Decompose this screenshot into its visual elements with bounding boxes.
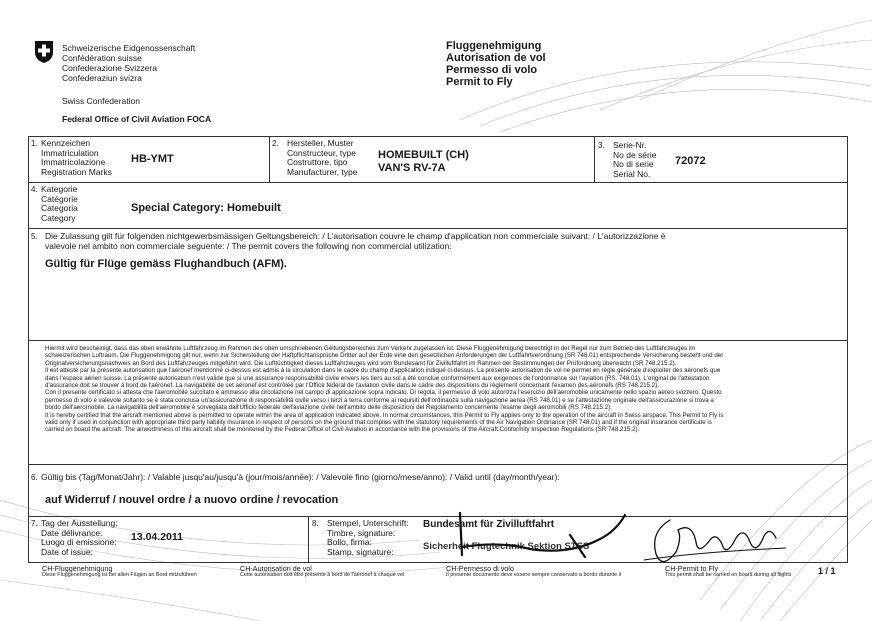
- box8-labels: [327, 519, 409, 557]
- confederation-line: Confederazione Svizzera: [62, 63, 157, 73]
- legal-line: schweizerischen Luftraum. Die Fluggenehmigung gilt nur, wenn zur Sicherstellung der Haftpflichtansprüche Dritter auf der Erde eine den gesetzlichen Anforderungen der Luftfahrtverordnung (SR 748.01) entsprechende Versicherung besteht und der: [45, 352, 724, 360]
- box6-number: 6.: [31, 473, 38, 482]
- box1-labels: [41, 139, 112, 177]
- box1-label: Immatricolazione: [41, 157, 106, 168]
- footer-en-title: CH-Permit to Fly: [665, 564, 719, 573]
- rule: [28, 464, 848, 465]
- box2-label: Costruttore, tipo: [287, 157, 348, 168]
- box7-label: Luogo di emissione:: [41, 537, 117, 548]
- stamp-line-2: Sicherheit Flugtechnik Sektion STSS: [423, 541, 590, 552]
- box7-labels: [41, 519, 118, 557]
- box7-label: Date of issue:: [41, 546, 93, 557]
- box7-number: 7.: [31, 519, 38, 528]
- footer-en-text: This permit shall be carried on board during all flights: [665, 572, 792, 578]
- box2-label: Constructeur, type: [287, 147, 356, 158]
- box3-label: No de série: [613, 149, 657, 160]
- box3-labels: [613, 141, 656, 179]
- utilization-value: Gültig für Flüge gemäss Flughandbuch (AFM).: [45, 258, 287, 270]
- box2-number: 2.: [272, 139, 279, 148]
- serial-number: 72072: [675, 155, 706, 167]
- swiss-confederation-label: Swiss Confederation: [62, 96, 140, 106]
- box3-number: 3.: [598, 141, 605, 150]
- box8-number: 8.: [312, 519, 319, 528]
- rule: [847, 136, 848, 562]
- footer-de-text: Diese Fluggenehmigung ist bei allen Flügen an Bord mitzuführen: [42, 572, 197, 578]
- title-line: Permesso di volo: [446, 64, 538, 76]
- rule: [269, 136, 270, 182]
- office-name: Federal Office of Civil Aviation FOCA: [62, 114, 212, 124]
- box3-label: No di serie: [613, 159, 654, 170]
- registration-mark: HB-YMT: [131, 153, 174, 165]
- confederation-block: [62, 43, 195, 83]
- stamp-line-1: Bundesamt für Zivilluftfahrt: [423, 519, 555, 530]
- confederation-line: Confederaziun svizra: [62, 73, 142, 83]
- category-value: Special Category: Homebuilt: [131, 202, 281, 214]
- box2-label: Manufacturer, type: [287, 166, 358, 177]
- rule: [28, 182, 848, 183]
- box3-label: Serial No.: [613, 168, 651, 179]
- box6-label: Gültig bis (Tag/Monat/Jahr): / Valable jusqu'au/jusqu'à (jour/mois/année): / Valevole fino (giorno/mese/anno): / Valid until (day/month/year):: [41, 472, 560, 482]
- box2-labels: [287, 139, 357, 177]
- box1-label: Immatriculation: [41, 147, 99, 158]
- box5-label-line: Die Zulassung gilt für folgenden nichtgewerbsmässigen Geltungsbereich: / L'autorisation couvre le champ d'application non commerciale suivant: / L'autorizzazione è: [45, 231, 666, 241]
- footer-fr-title: CH-Autorisation de vol: [240, 564, 312, 573]
- box8-label: Stamp, signature:: [327, 546, 394, 557]
- initials-signature: [420, 505, 640, 565]
- legal-line: permesso di volo è valevole soltanto se è stata conclusa un'assicurazione di responsabilità civile verso i terzi a terra conforme ai requisiti dell'ordinanza sulla navigazione aerea (RS 748.01) e se l'attestazione originale dell'assicurazione si trova a: [45, 396, 714, 404]
- legal-line: bordo dell'aeromobile. La navigabilità dell'aeromobile è sorvegliata dall'Ufficio federale dell'aviazione civile nell'ambito delle disposizioni del Regolamento concernente l'esame degli aeromobili (RS 748.215.2).: [45, 404, 612, 412]
- box2-label: Hersteller, Muster: [287, 138, 354, 148]
- footer-it-text: Il presente documento deve essere sempre conservato a bordo durante il: [446, 572, 621, 578]
- confederation-line: Schweizerische Eidgenossenschaft: [62, 43, 196, 53]
- legal-line: Il est attesté par la présente autorisation que l'aéronef mentionné ci-dessus est admis à la circulation dans le cadre du champ d'application indiqué ci-dessus. La présente autorisation de vol ne permet en règle générale d'exploiter des aéronefs que: [45, 367, 721, 375]
- box7-label: Date délivrance:: [41, 527, 103, 538]
- box1-label: Kennzeichen: [41, 138, 91, 148]
- box5-label-line: valevole nel ambito non commerciale seguente: / The permit covers the following non commercial utilization:: [45, 240, 452, 251]
- legal-line: carried on board the aircraft. The airworthiness of this aircraft shall be monitored by the Federal Office of Civil Aviation in accordance with the provisions of the Aircraft Conformity Inspection Regulations (SR 748.215.2).: [45, 426, 640, 434]
- rule: [28, 340, 848, 341]
- confederation-line: Confédération suisse: [62, 53, 142, 63]
- legal-line: valid only if used in conjunction with appropriate third party liability insurance in respect of persons on the ground that complies with the statutory requirements of the Air Navigation Ordinance (SR 748.01) and if the original insurance certificate is: [45, 419, 712, 427]
- legal-line: Con il presente certificato si attesta che l'aeromobile succitato è ammesso alla circolazione nel campo di applicazione sopra indicato. Di regola, il permesso di volo autorizza l'esercizio dell'aeromobile unicamente nello spazio aereo svizzero. Questo: [45, 389, 722, 397]
- box5-label: [45, 232, 835, 251]
- box3-label: Serie-Nr.: [613, 140, 647, 150]
- box4-number: 4.: [31, 185, 38, 194]
- rule: [28, 136, 848, 137]
- footer-fr-text: Cette autorisation doit être présente à bord de l'aéronef à chaque vol: [240, 572, 405, 578]
- box8-label: Timbre, signature:: [327, 527, 396, 538]
- title-line: Autorisation de vol: [446, 52, 546, 64]
- rule: [28, 136, 29, 562]
- box4-label: Categoria: [41, 203, 78, 214]
- swiss-coat-of-arms-icon: [34, 40, 54, 64]
- rule: [308, 516, 309, 562]
- legal-line: Originalversicherungsnachweis an Bord des Luftfahrzeuges mitgeführt wird. Die Lufttüchtigkeit dieses Luftfahrzeuges wird vom Bundesamt für Zivilluftfahrt im Rahmen der Bestimmungen der Prüfordnung überwacht (SR 748.215.2).: [45, 359, 677, 367]
- box4-labels: [41, 185, 78, 223]
- document-title: [446, 40, 546, 88]
- type-line: VAN'S RV-7A: [378, 162, 446, 174]
- box4-label: Catégorie: [41, 193, 78, 204]
- validity-value: auf Widerruf / nouvel ordre / a nuovo ordine / revocation: [45, 494, 339, 506]
- rule: [28, 228, 848, 229]
- box8-label: Bollo, firma:: [327, 537, 372, 548]
- legal-line: dans l'espace aérien suisse. La présente autorisation n'est valide que si une assurance responsabilité civile envers les tiers au sol a été conclue conformément aux exigences de l'ordonnance sur l'aviation (RS. 748.01). L'original de l'attestation: [45, 374, 710, 382]
- legal-line: d'assurance doit se trouver à bord de l'aéronef. La navigabilité de cet aéronef est contrôlée par l'Office fédéral de l'aviation civile dans le cadre des dispositions du règlement concernant l'examen des aéronefs (RS 748.215.2).: [45, 382, 659, 390]
- legal-line: It is hereby certified that the aircraft mentioned above is permitted to operate within the area of application indicated above. In normal circumstances, this Permit to Fly applies only to the operation of the aircraft in Swiss airspace. This Permit to Fly is: [45, 411, 724, 419]
- footer-de-title: CH-Fluggenehmigung: [42, 564, 113, 573]
- manufacturer-type: [378, 149, 469, 175]
- rule: [594, 136, 595, 182]
- box4-label: Kategorie: [41, 184, 78, 194]
- certification-text: [45, 345, 845, 434]
- box1-number: 1.: [31, 139, 38, 148]
- footer-it-title: CH-Permesso di volo: [446, 564, 514, 573]
- page-number: 1 / 1: [818, 566, 836, 576]
- box5-number: 5.: [31, 232, 38, 241]
- manufacturer-line: HOMEBUILT (CH): [378, 149, 469, 161]
- box4-label: Category: [41, 212, 76, 223]
- box1-label: Registration Marks: [41, 166, 112, 177]
- issue-date: 13.04.2011: [131, 531, 183, 543]
- title-line: Permit to Fly: [446, 76, 513, 88]
- legal-line: Hiermit wird bescheinigt, dass das oben erwähnte Luftfahrzeug im Rahmen des oben umschriebenen Geltungsbereiches zum Verkehr zugelassen ist. Diese Fluggenehmigung berechtigt in der Regel nur zum Betrieb des Luftfahrzeuges im: [45, 345, 696, 352]
- title-line: Fluggenehmigung: [446, 40, 542, 52]
- box7-label: Tag der Ausstellung:: [41, 518, 118, 528]
- box8-label: Stempel, Unterschrift:: [327, 518, 409, 528]
